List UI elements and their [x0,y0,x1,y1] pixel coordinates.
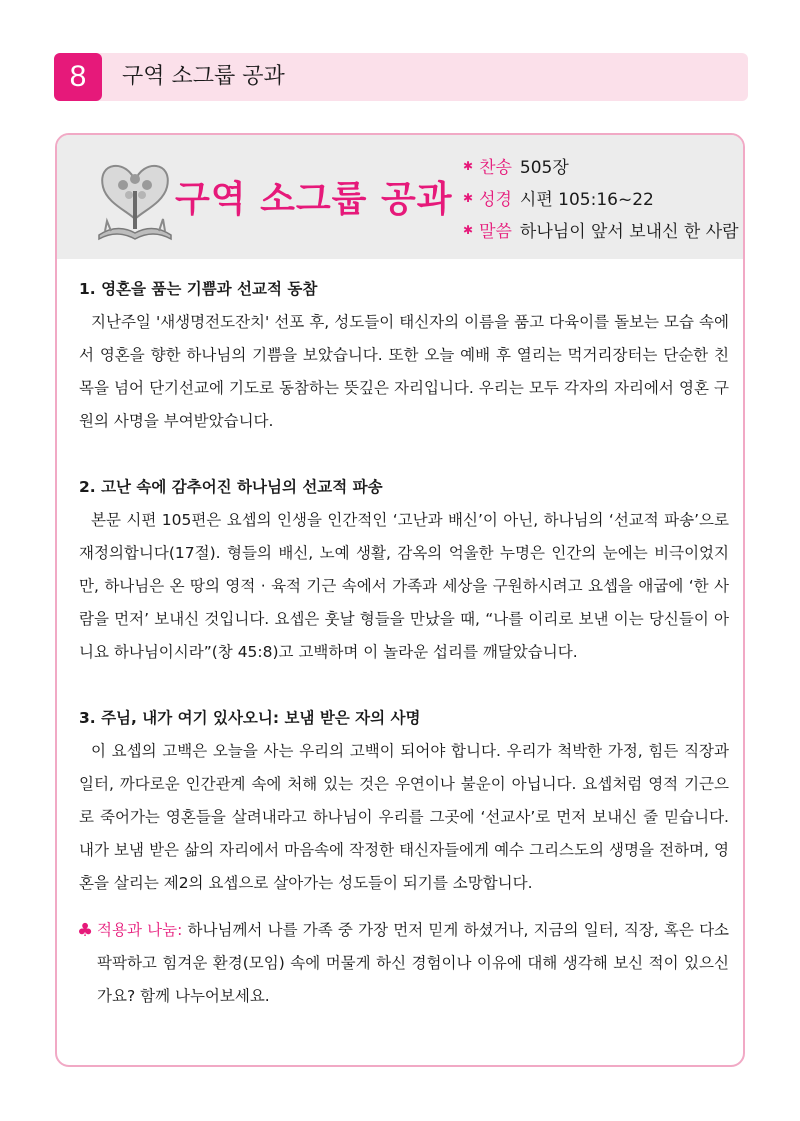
section-number: 8 [54,53,102,101]
section-heading: 1. 영혼을 품는 기쁨과 선교적 동참 [79,280,318,298]
asterisk-icon: ✱ [463,159,474,173]
asterisk-icon: ✱ [463,191,474,205]
heart-tree-book-icon [87,151,183,247]
apply-and-share [79,914,729,1013]
lesson-body [79,273,729,1013]
meta-scripture [463,183,739,215]
meta-hymn [463,151,739,183]
lesson-card [55,133,745,1067]
meta-value: 시편 105:16~22 [519,190,654,210]
card-title: 구역 소그룹 공과 [175,179,453,220]
section-paragraph: 본문 시편 105편은 요셉의 인생을 인간적인 ‘고난과 배신’이 아닌, 하나님의 ‘선교적 파송’으로 재정의합니다(17절). 형들의 배신, 노예 생활, 감옥의 억울한 누명은 인간의 눈에는 비극이었지만, 하나님은 온 땅의 영적 · 육적 기근 속에서 가족과 세상을 구원하시려고 요셉을 애굽에 ‘한 사람을 먼저’ 보내신 것입니다. 요셉은 훗날 형들을 만났을 때, “나를 이리로 보낸 이는 당신들이 아니요 하나님이시라”(창 45:8)고 고백하며 이 놀라운 섭리를 깨달았습니다. [79,511,729,661]
apply-label: 적용과 나눔: [97,921,183,939]
section-title: 구역 소그룹 공과 [122,64,285,89]
lesson-meta [463,151,739,247]
meta-key: 찬송 [479,158,512,178]
spacer [79,438,729,471]
spacer [79,669,729,702]
section-heading: 2. 고난 속에 감추어진 하나님의 선교적 파송 [79,478,383,496]
meta-sermon [463,215,739,247]
club-icon: ♣ [77,920,94,941]
apply-text: 하나님께서 나를 가족 중 가장 먼저 믿게 하셨거나, 지금의 일터, 직장, 혹은 다소 팍팍하고 힘겨운 환경(모임) 속에 머물게 하신 경험이나 이유에 대해 생각해 보신 적이 있으신가요? 함께 나누어보세요. [97,921,730,1005]
meta-key: 말씀 [479,222,512,242]
meta-value: 505장 [519,158,569,178]
card-header [57,135,743,259]
section-heading: 3. 주님, 내가 여기 있사오니: 보냄 받은 자의 사명 [79,709,421,727]
meta-key: 성경 [479,190,512,210]
section-paragraph: 이 요셉의 고백은 오늘을 사는 우리의 고백이 되어야 합니다. 우리가 척박한 가정, 힘든 직장과 일터, 까다로운 인간관계 속에 처해 있는 것은 우연이나 불운이 아닙니다. 요셉처럼 영적 기근으로 죽어가는 영혼들을 살려내라고 하나님이 우리를 그곳에 ‘선교사’로 먼저 보내신 줄 믿습니다. 내가 보냄 받은 삶의 자리에서 마음속에 작정한 태신자들에게 예수 그리스도의 생명을 전하며, 영혼을 살리는 제2의 요셉으로 살아가는 성도들이 되기를 소망합니다. [79,742,729,892]
section-paragraph: 지난주일 '새생명전도잔치' 선포 후, 성도들이 태신자의 이름을 품고 다육이를 돌보는 모습 속에서 영혼을 향한 하나님의 기쁨을 보았습니다. 또한 오늘 예배 후 열리는 먹거리장터는 단순한 친목을 넘어 단기선교에 기도로 동참하는 뜻깊은 자리입니다. 우리는 모두 각자의 자리에서 영혼 구원의 사명을 부여받았습니다. [79,313,729,430]
meta-value: 하나님이 앞서 보내신 한 사람 [519,222,739,242]
asterisk-icon: ✱ [463,223,474,237]
